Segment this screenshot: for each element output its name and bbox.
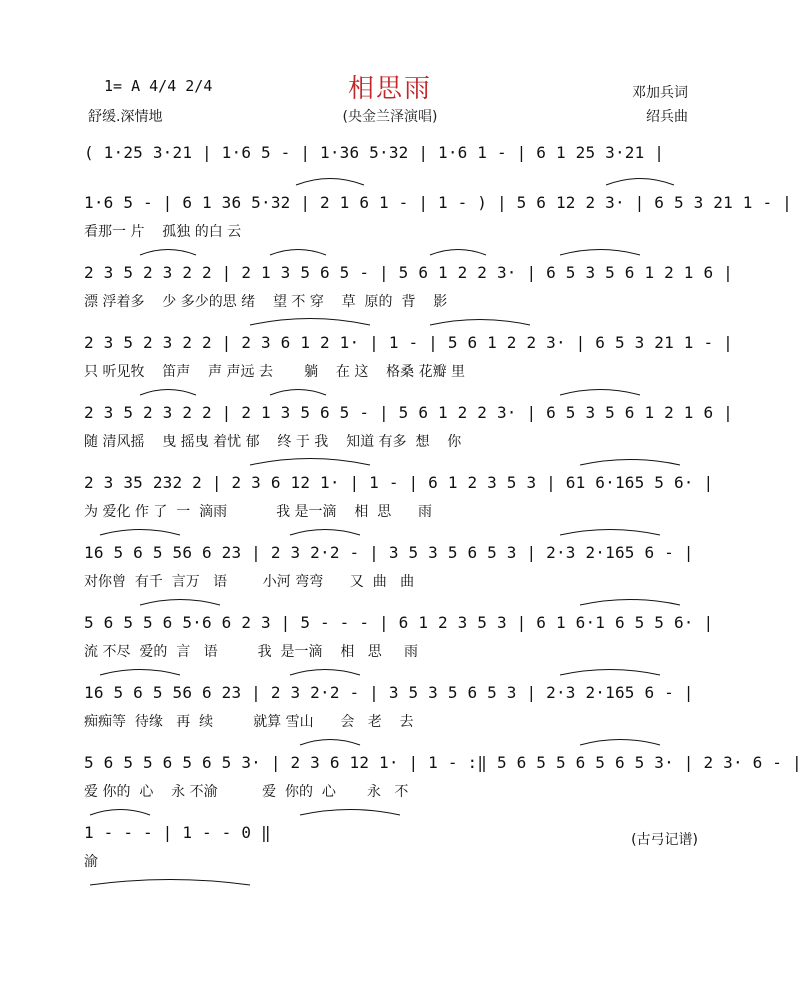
lyrics-line: 渝 — [84, 854, 98, 870]
lyricist-credit: 邓加兵词 — [632, 85, 688, 101]
slur — [560, 250, 640, 256]
notation-line: ( 1·25 3·21 | 1·6 5 - | 1·36 5·32 | 1·6 1 - | 6 1 25 3·21 | — [84, 143, 665, 162]
notation-line: 16 5 6 5 56 6 23 | 2 3 2·2 - | 3 5 3 5 6 5 3 | 2·3 2·165 6 - | — [84, 543, 694, 562]
key-signature: 1= A 4/4 2/4 — [104, 77, 213, 95]
slur — [430, 250, 486, 256]
transcriber-credit: (古弓记谱) — [631, 832, 698, 848]
lyrics-line: 痴痴等 待缘 再 续 就算 雪山 会 老 去 — [84, 714, 414, 730]
slur — [300, 810, 400, 816]
slur — [140, 600, 220, 606]
slur — [290, 670, 360, 676]
slur — [270, 250, 326, 256]
slur — [90, 880, 250, 886]
slur — [300, 740, 360, 746]
notation-line: 2 3 35 232 2 | 2 3 6 12 1· | 1 - | 6 1 2 3 5 3 | 61 6·165 5 6· | — [84, 473, 714, 492]
notation-line: 1 - - - | 1 - - 0 ‖ — [84, 823, 271, 842]
slur — [270, 390, 326, 396]
slur — [250, 459, 370, 466]
slur — [606, 179, 674, 186]
notation-line: 5 6 5 5 6 5·6 6 2 3 | 5 - - - | 6 1 2 3 5 3 | 6 1 6·1 6 5 5 6· | — [84, 613, 714, 632]
slur — [560, 390, 640, 396]
notation-line: 1·6 5 - | 6 1 36 5·32 | 2 1 6 1 - | 1 - ) | 5 6 12 2 3· | 6 5 3 21 1 - | — [84, 193, 792, 212]
lyrics-line: 漂 浮着多 少 多少的思 绪 望 不 穿 草 原的 背 影 — [84, 294, 448, 310]
tempo-marking: 舒缓.深情地 — [88, 109, 163, 125]
slur — [580, 460, 680, 466]
notation-line: 2 3 5 2 3 2 2 | 2 3 6 1 2 1· | 1 - | 5 6 1 2 2 3· | 6 5 3 21 1 - | — [84, 333, 733, 352]
lyrics-line: 看那一 片 孤独 的白 云 — [84, 224, 242, 240]
lyrics-line: 只 听见牧 笛声 声 声远 去 躺 在 这 格桑 花瓣 里 — [84, 364, 466, 380]
slur — [290, 530, 360, 536]
slur — [430, 320, 530, 326]
slur — [580, 740, 660, 746]
notation-line: 5 6 5 5 6 5 6 5 3· | 2 3 6 12 1· | 1 - :‖ 5 6 5 5 6 5 6 5 3· | 2 3· 6 - | — [84, 753, 802, 772]
slur — [296, 179, 364, 186]
performer-subtitle: (央金兰泽演唱) — [342, 109, 438, 125]
slur — [580, 600, 680, 606]
lyrics-line: 随 清风摇 曳 摇曳 着忧 郁 终 于 我 知道 有多 想 你 — [84, 434, 462, 450]
notation-line: 2 3 5 2 3 2 2 | 2 1 3 5 6 5 - | 5 6 1 2 2 3· | 6 5 3 5 6 1 2 1 6 | — [84, 263, 733, 282]
lyrics-line: 为 爱化 作 了 一 滴雨 我 是一滴 相 思 雨 — [84, 504, 432, 520]
lyrics-line: 对你曾 有千 言万 语 小河 弯弯 又 曲 曲 — [84, 574, 415, 590]
slur — [140, 250, 196, 256]
lyrics-line: 爱 你的 心 永 不渝 爱 你的 心 永 不 — [84, 784, 409, 800]
composer-credit: 绍兵曲 — [646, 109, 688, 125]
slur — [100, 530, 180, 536]
slur — [140, 390, 196, 396]
page-title: 相思雨 — [347, 74, 432, 104]
slur — [560, 530, 660, 536]
slur — [560, 670, 660, 676]
notation-line: 16 5 6 5 56 6 23 | 2 3 2·2 - | 3 5 3 5 6 5 3 | 2·3 2·165 6 - | — [84, 683, 694, 702]
slur — [100, 670, 180, 676]
slur — [250, 319, 370, 326]
slur — [90, 810, 150, 816]
notation-line: 2 3 5 2 3 2 2 | 2 1 3 5 6 5 - | 5 6 1 2 2 3· | 6 5 3 5 6 1 2 1 6 | — [84, 403, 733, 422]
lyrics-line: 流 不尽 爱的 言 语 我 是一滴 相 思 雨 — [84, 644, 418, 660]
